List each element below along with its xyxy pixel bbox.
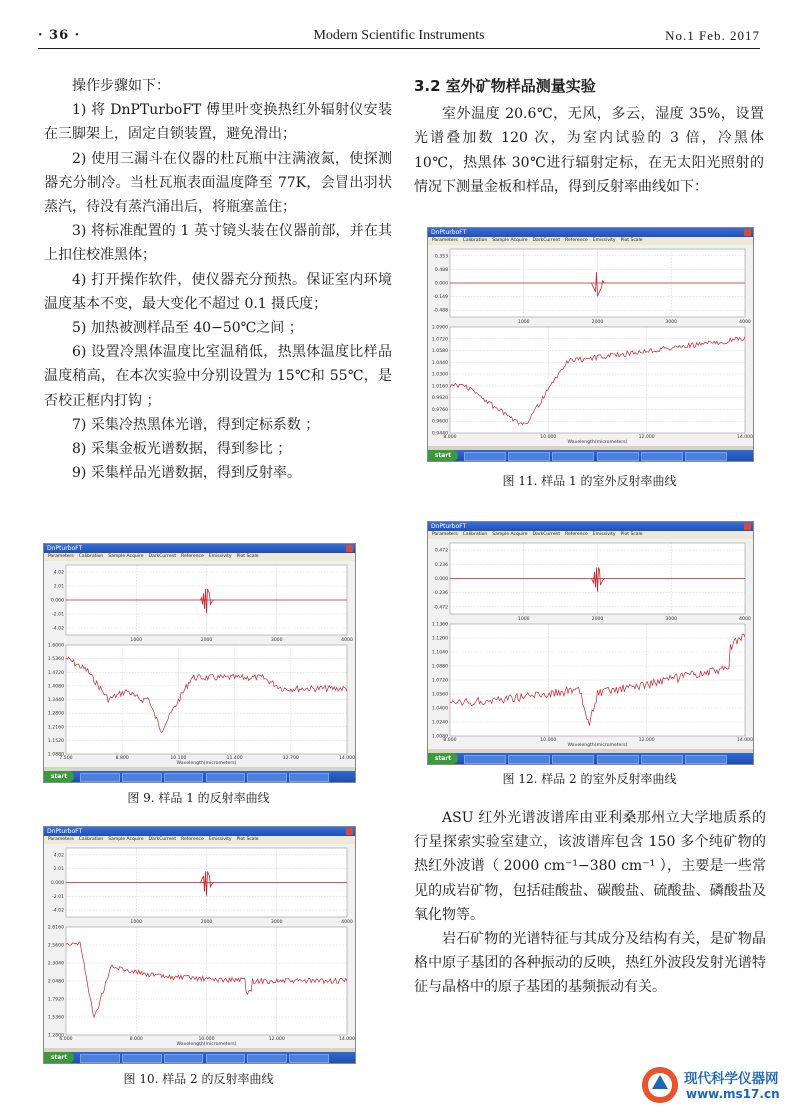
x-tick-label: 1000: [130, 638, 143, 643]
y-tick-label: -0.472: [433, 605, 448, 611]
y-tick-label: 1.0400: [431, 706, 448, 712]
x-tick-label: 11.400: [226, 756, 243, 761]
y-tick-label: 1.5360: [47, 657, 64, 663]
y-tick-label: 1.2160: [47, 725, 64, 731]
taskbar-button[interactable]: [464, 452, 506, 461]
x-tick-label: 8.000: [129, 1037, 143, 1042]
y-tick-label: 1.0880: [431, 664, 448, 670]
journal-name: Modern Scientific Instruments: [313, 28, 485, 43]
menu-item[interactable]: Sample Acquire: [492, 532, 528, 537]
y-tick-label: 2.5600: [47, 943, 64, 949]
taskbar-button[interactable]: [641, 452, 683, 461]
y-tick-label: 1.1520: [47, 738, 64, 744]
menu-item[interactable]: Plot Scale: [236, 837, 259, 842]
logo-name: 现代科学仪器网: [684, 1071, 779, 1087]
menu-item[interactable]: Calibration: [78, 837, 104, 842]
y-tick-label: 1.4720: [47, 670, 64, 676]
page-number: · 36 ·: [38, 28, 81, 43]
x-axis-label: Wavelength(micrometers): [567, 743, 628, 748]
x-tick-label: 3000: [665, 617, 678, 622]
y-tick-label: 0.000: [50, 881, 64, 886]
spectrum-plots: [428, 245, 753, 445]
window-close-icon[interactable]: [744, 229, 751, 236]
x-tick-label: 1000: [130, 920, 143, 925]
x-tick-label: 8.800: [115, 756, 129, 761]
step-3: 3) 将标准配置的 1 英寸镜头装在仪器前部，并在其上扣住校准黑体；: [44, 223, 392, 264]
y-tick-label: 0.236: [434, 562, 448, 568]
y-tick-label: 1.0720: [431, 678, 448, 684]
x-tick-label: 8.000: [443, 435, 457, 440]
spectrum-plots: [428, 539, 753, 748]
window-menu-bar: [44, 553, 355, 561]
x-tick-label: 14.000: [338, 756, 355, 761]
right-column-bottom: [414, 806, 766, 1000]
menu-item[interactable]: Parameters: [48, 554, 74, 559]
step-9: 9) 采集样品光谱数据，得到反射率。: [72, 465, 301, 482]
x-tick-label: 7.500: [59, 756, 73, 761]
x-tick-label: 2000: [591, 320, 604, 325]
x-tick-label: 8.000: [443, 738, 457, 743]
y-tick-label: 1.2800: [47, 711, 64, 717]
menu-item[interactable]: Sample Acquire: [108, 554, 144, 559]
start-button[interactable]: start: [428, 753, 458, 764]
site-logo: [638, 1063, 788, 1107]
running-header: [38, 26, 760, 49]
taskbar-button[interactable]: [597, 755, 639, 764]
window-title-bar: DnPturboFT: [44, 827, 355, 836]
menu-item[interactable]: Emissivity: [592, 532, 616, 537]
menu-item[interactable]: Calibration: [462, 532, 488, 537]
x-tick-label: 12.000: [638, 738, 655, 743]
taskbar-button[interactable]: [508, 452, 550, 461]
taskbar-button[interactable]: [508, 755, 550, 764]
y-tick-label: -4.02: [52, 908, 64, 914]
x-tick-label: 2000: [591, 617, 604, 622]
menu-item[interactable]: Sample Acquire: [108, 837, 144, 842]
y-tick-label: 0.000: [434, 577, 448, 582]
x-tick-label: 2000: [200, 638, 213, 643]
spectrum-plots: [44, 844, 355, 1047]
y-tick-label: 0.9760: [431, 407, 448, 413]
start-button[interactable]: start: [44, 1052, 74, 1063]
figure-12-screenshot: [427, 521, 754, 765]
taskbar-button[interactable]: [247, 773, 287, 782]
menu-item[interactable]: Emissivity: [208, 554, 232, 559]
y-tick-label: 1.0580: [431, 349, 448, 355]
taskbar-button[interactable]: [206, 1054, 246, 1063]
step-2: 2) 使用三漏斗在仪器的杜瓦瓶中注满液氮，使探测器充分制冷。当杜瓦瓶表面温度降至 77K，会冒出羽状蒸汽，待没有蒸汽涌出后，将瓶塞盖住；: [44, 150, 392, 216]
menu-item[interactable]: Plot Scale: [620, 532, 643, 537]
section-title: 3.2 室外矿物样品测量实验: [414, 77, 596, 95]
y-tick-label: 1.0240: [431, 720, 448, 726]
y-tick-label: 4.02: [53, 570, 64, 576]
x-tick-label: 10.000: [540, 435, 557, 440]
taskbar-button[interactable]: [80, 773, 120, 782]
taskbar-button[interactable]: [641, 755, 683, 764]
x-tick-label: 4000: [341, 920, 353, 925]
y-tick-label: -4.02: [52, 626, 64, 632]
step-7: 7) 采集冷热黑体光谱，得到定标系数 ；: [72, 416, 320, 433]
window-close-icon[interactable]: [346, 545, 353, 552]
menu-item[interactable]: Calibration: [78, 554, 104, 559]
figure-11-screenshot: [427, 227, 754, 462]
y-tick-label: 1.0160: [431, 384, 448, 390]
y-tick-label: 1.0440: [431, 360, 448, 366]
taskbar-button[interactable]: [122, 773, 162, 782]
figure-12-caption: 图 12. 样品 2 的室外反射率曲线: [502, 772, 677, 786]
x-tick-label: 6.000: [59, 1037, 73, 1042]
x-tick-label: 10.000: [198, 1037, 215, 1042]
x-tick-label: 14.000: [338, 1037, 355, 1042]
windows-taskbar: [428, 450, 753, 461]
taskbar-button[interactable]: [685, 452, 727, 461]
menu-item[interactable]: Reference: [181, 554, 204, 559]
x-tick-label: 10.000: [540, 738, 557, 743]
windows-taskbar: [428, 753, 753, 764]
y-tick-label: 2.01: [53, 867, 64, 873]
logo-url: www.ms17.cn: [686, 1087, 780, 1101]
menu-item[interactable]: Parameters: [432, 238, 458, 243]
menu-item[interactable]: Reference: [565, 532, 588, 537]
y-tick-label: 1.4080: [47, 684, 64, 690]
y-tick-label: -0.488: [433, 308, 448, 314]
figure-10-caption: 图 10. 样品 2 的反射率曲线: [123, 1072, 274, 1086]
x-tick-label: 2000: [200, 920, 213, 925]
steps-intro: 操作步骤如下：: [72, 78, 170, 94]
y-tick-label: 1.0300: [431, 372, 448, 378]
menu-item[interactable]: Reference: [181, 837, 204, 842]
taskbar-button[interactable]: [464, 755, 506, 764]
menu-item[interactable]: Parameters: [48, 837, 74, 842]
menu-item[interactable]: Plot Scale: [620, 238, 643, 243]
x-tick-label: 3000: [270, 638, 283, 643]
y-tick-label: 0.9600: [431, 419, 448, 425]
x-tick-label: 1000: [517, 320, 530, 325]
y-tick-label: -2.01: [52, 894, 64, 900]
x-axis-label: Wavelength(micrometers): [567, 440, 628, 445]
left-column: [44, 74, 392, 485]
y-tick-label: 4.02: [53, 853, 64, 859]
figure-10-screenshot: [43, 826, 356, 1064]
y-tick-label: 2.01: [53, 584, 64, 590]
y-tick-label: 0.000: [434, 281, 448, 287]
y-tick-label: -0.149: [433, 295, 448, 301]
windows-taskbar: [44, 1052, 355, 1063]
start-button[interactable]: start: [428, 450, 458, 461]
x-tick-label: 12.700: [282, 756, 299, 761]
x-tick-label: 4000: [739, 320, 751, 325]
taskbar-button[interactable]: [206, 773, 246, 782]
para-outdoor: 室外温度 20.6℃，无风，多云，湿度 35%，设置光谱叠加数 120 次，为室内试验的 3 倍，冷黑体 10℃，热黑体 30℃进行辐射定标，在无太阳光照射的情况下测量金板和样品，得到反射率曲线如下：: [414, 106, 764, 195]
window-menu-bar: [44, 836, 355, 844]
taskbar-button[interactable]: [164, 1054, 204, 1063]
y-tick-label: 1.0080: [431, 734, 448, 740]
y-tick-label: 1.0720: [431, 337, 448, 343]
y-tick-label: 2.8160: [47, 925, 64, 931]
taskbar-button[interactable]: [552, 755, 594, 764]
x-tick-label: 12.000: [638, 435, 655, 440]
taskbar-button[interactable]: [685, 755, 727, 764]
y-tick-label: 1.5360: [47, 1015, 64, 1021]
y-tick-label: 1.1360: [431, 622, 448, 628]
y-tick-label: 1.7920: [47, 997, 64, 1003]
menu-item[interactable]: DarkCurrent: [148, 554, 177, 559]
menu-item[interactable]: Emissivity: [592, 238, 616, 243]
x-axis-label: Wavelength(micrometers): [176, 761, 237, 766]
window-title-bar: DnPturboFT: [428, 228, 753, 237]
menu-item[interactable]: Plot Scale: [236, 554, 259, 559]
y-tick-label: 1.2800: [47, 1033, 64, 1039]
x-tick-label: 14.000: [736, 738, 753, 743]
x-tick-label: 10.100: [170, 756, 187, 761]
para-asu: ASU 红外光谱波谱库由亚利桑那州立大学地质系的行星探索实验室建立，该波谱库包含 150 多个纯矿物的热红外波谱（ 2000 cm⁻¹−380 cm⁻¹ ），主要是一些常见的成岩矿物，包括硅酸盐、碳酸盐、硫酸盐、磷酸盐及氧化物等。: [414, 810, 766, 923]
taskbar-button[interactable]: [80, 1054, 120, 1063]
window-close-icon[interactable]: [346, 828, 353, 835]
taskbar-button[interactable]: [164, 773, 204, 782]
y-tick-label: 2.0480: [47, 979, 64, 985]
window-close-icon[interactable]: [744, 523, 751, 530]
y-tick-label: 1.3440: [47, 698, 64, 703]
menu-item[interactable]: DarkCurrent: [532, 238, 561, 243]
taskbar-button[interactable]: [247, 1054, 287, 1063]
menu-item[interactable]: DarkCurrent: [148, 837, 177, 842]
y-tick-label: -0.236: [433, 591, 448, 597]
taskbar-button[interactable]: [597, 452, 639, 461]
reflectivity-panel: [450, 327, 745, 433]
x-axis-label: Wavelength(micrometers): [176, 1042, 237, 1047]
y-tick-label: 1.0900: [431, 325, 448, 331]
x-tick-label: 4000: [341, 638, 353, 643]
taskbar-button[interactable]: [289, 773, 329, 782]
y-tick-label: 1.6000: [47, 643, 64, 649]
x-tick-label: 1000: [517, 617, 530, 622]
window-menu-bar: [428, 237, 753, 245]
y-tick-label: 1.0880: [47, 752, 64, 758]
x-tick-label: 14.000: [736, 435, 753, 440]
x-tick-label: 3000: [270, 920, 283, 925]
y-tick-label: 0.488: [434, 267, 448, 273]
menu-item[interactable]: Calibration: [462, 238, 488, 243]
step-1: 1) 将 DnPTurboFT 傅里叶变换热红外辐射仪安装在三脚架上，固定自锁装置，避免滑出；: [44, 102, 392, 143]
issue-info: No.1 Feb. 2017: [665, 28, 760, 43]
step-5: 5) 加热被测样品至 40−50℃之间 ；: [72, 320, 303, 337]
y-tick-label: 0.9440: [431, 431, 448, 437]
y-tick-label: 1.0560: [431, 692, 448, 698]
y-tick-label: 0.9920: [431, 396, 448, 402]
menu-item[interactable]: Parameters: [432, 532, 458, 537]
y-tick-label: -2.01: [52, 612, 64, 618]
step-8: 8) 采集金板光谱数据，得到参比 ；: [72, 441, 292, 458]
y-tick-label: 2.3040: [47, 961, 64, 967]
window-title-bar: DnPturboFT: [44, 544, 355, 553]
windows-taskbar: [44, 771, 355, 782]
x-tick-label: 3000: [665, 320, 678, 325]
y-tick-label: 0.353: [434, 254, 448, 260]
step-4: 4) 打开操作软件，使仪器充分预热。保证室内环境温度基本不变，最大变化不超过 0.1 摄氏度；: [44, 271, 392, 312]
taskbar-button[interactable]: [289, 1054, 329, 1063]
y-tick-label: 0.472: [434, 548, 448, 554]
taskbar-button[interactable]: [122, 1054, 162, 1063]
menu-item[interactable]: Emissivity: [208, 837, 232, 842]
y-tick-label: 1.1040: [431, 650, 448, 656]
start-button[interactable]: start: [44, 771, 74, 782]
y-tick-label: 1.1200: [431, 636, 448, 642]
logo-mark-icon: [638, 1063, 682, 1107]
window-menu-bar: [428, 531, 753, 539]
menu-item[interactable]: DarkCurrent: [532, 532, 561, 537]
right-column-top: [414, 74, 764, 199]
step-6: 6) 设置冷黑体温度比室温稍低，热黑体温度比样品温度稍高，在本次实验中分别设置为 15℃和 55℃，是否校正框内打钩 ；: [44, 344, 392, 409]
menu-item[interactable]: Reference: [565, 238, 588, 243]
figure-9-screenshot: [43, 543, 356, 783]
spectrum-plots: [44, 561, 355, 766]
y-tick-label: 0.000: [50, 598, 64, 604]
window-title-bar: DnPturboFT: [428, 522, 753, 531]
taskbar-button[interactable]: [552, 452, 594, 461]
figure-9-caption: 图 9. 样品 1 的反射率曲线: [127, 791, 270, 805]
figure-11-caption: 图 11. 样品 1 的室外反射率曲线: [502, 474, 677, 488]
menu-item[interactable]: Sample Acquire: [492, 238, 528, 243]
para-spectral: 岩石矿物的光谱特征与其成分及结构有关，是矿物晶格中原子基团的各种振动的反映，热红外波段发射光谱特征与晶格中的原子基团的基频振动有关。: [414, 931, 766, 996]
x-tick-label: 12.000: [268, 1037, 285, 1042]
x-tick-label: 4000: [739, 617, 751, 622]
